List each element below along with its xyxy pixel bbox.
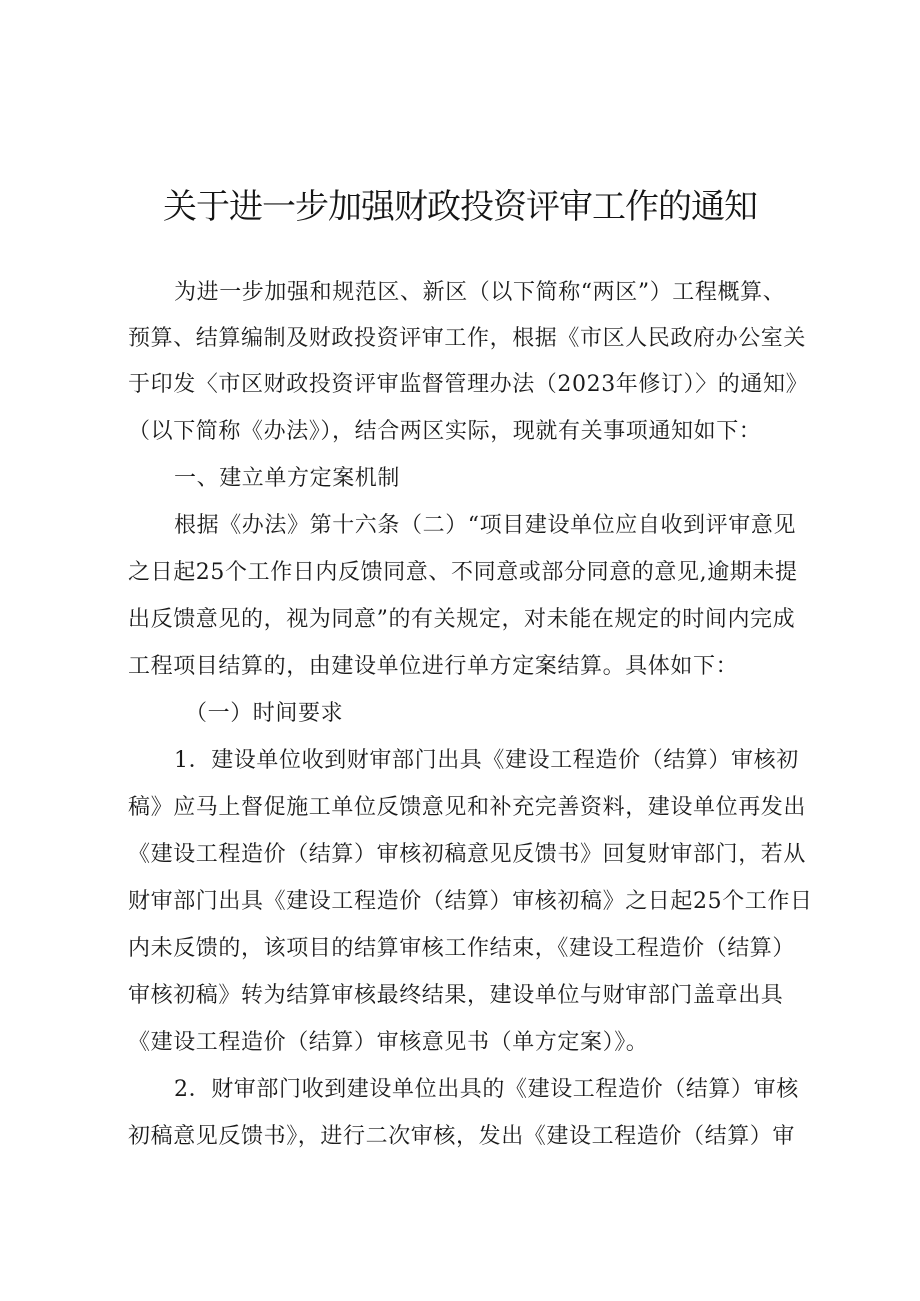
paragraph-line: 根据《办法》第十六条（二）“项目建设单位应自收到评审意见	[174, 513, 797, 538]
paragraph-line: 出反馈意见的，视为同意”的有关规定，对未能在规定的时间内完成	[128, 607, 796, 632]
paragraph-line: 工程项目结算的，由建设单位进行单方定案结算。具体如下：	[128, 654, 739, 679]
paragraph-line: 《建设工程造价（结算）审核意见书（单方定案）》。	[128, 1030, 649, 1055]
subsection-heading: （一）时间要求	[185, 701, 344, 726]
paragraph-line: 于印发〈市区财政投资评审监督管理办法（2023年修订）〉的通知》	[128, 372, 809, 397]
paragraph-line: （以下简称《办法》），结合两区实际，现就有关事项通知如下：	[128, 419, 762, 444]
paragraph-line: 之日起25个工作日内反馈同意、不同意或部分同意的意见,逾期未提	[128, 560, 798, 585]
paragraph-line: 审核初稿》转为结算审核最终结果，建设单位与财审部门盖章出具	[128, 983, 784, 1008]
paragraph-line: 为进一步加强和规范区、新区（以下简称“两区”）工程概算、	[174, 280, 786, 305]
paragraph-line: 1．建设单位收到财审部门出具《建设工程造价（结算）审核初	[174, 748, 799, 773]
paragraph-line: 初稿意见反馈书》，进行二次审核，发出《建设工程造价（结算）审	[128, 1124, 796, 1149]
paragraph-line: 稿》应马上督促施工单位反馈意见和补充完善资料，建设单位再发出	[128, 795, 807, 820]
paragraph-line: 2．财审部门收到建设单位出具的《建设工程造价（结算）审核	[174, 1077, 799, 1102]
paragraph-line: 内未反馈的，该项目的结算审核工作结束，《建设工程造价（结算）	[128, 936, 796, 961]
document-title: 关于进一步加强财政投资评审工作的通知	[163, 187, 757, 227]
paragraph-line: 预算、结算编制及财政投资评审工作，根据《市区人民政府办公室关	[128, 326, 807, 351]
section-heading: 一、建立单方定案机制	[174, 466, 401, 491]
paragraph-line: 《建设工程造价（结算）审核初稿意见反馈书》回复财审部门，若从	[128, 842, 807, 867]
paragraph-line: 财审部门出具《建设工程造价（结算）审核初稿》之日起25个工作日	[128, 889, 813, 914]
